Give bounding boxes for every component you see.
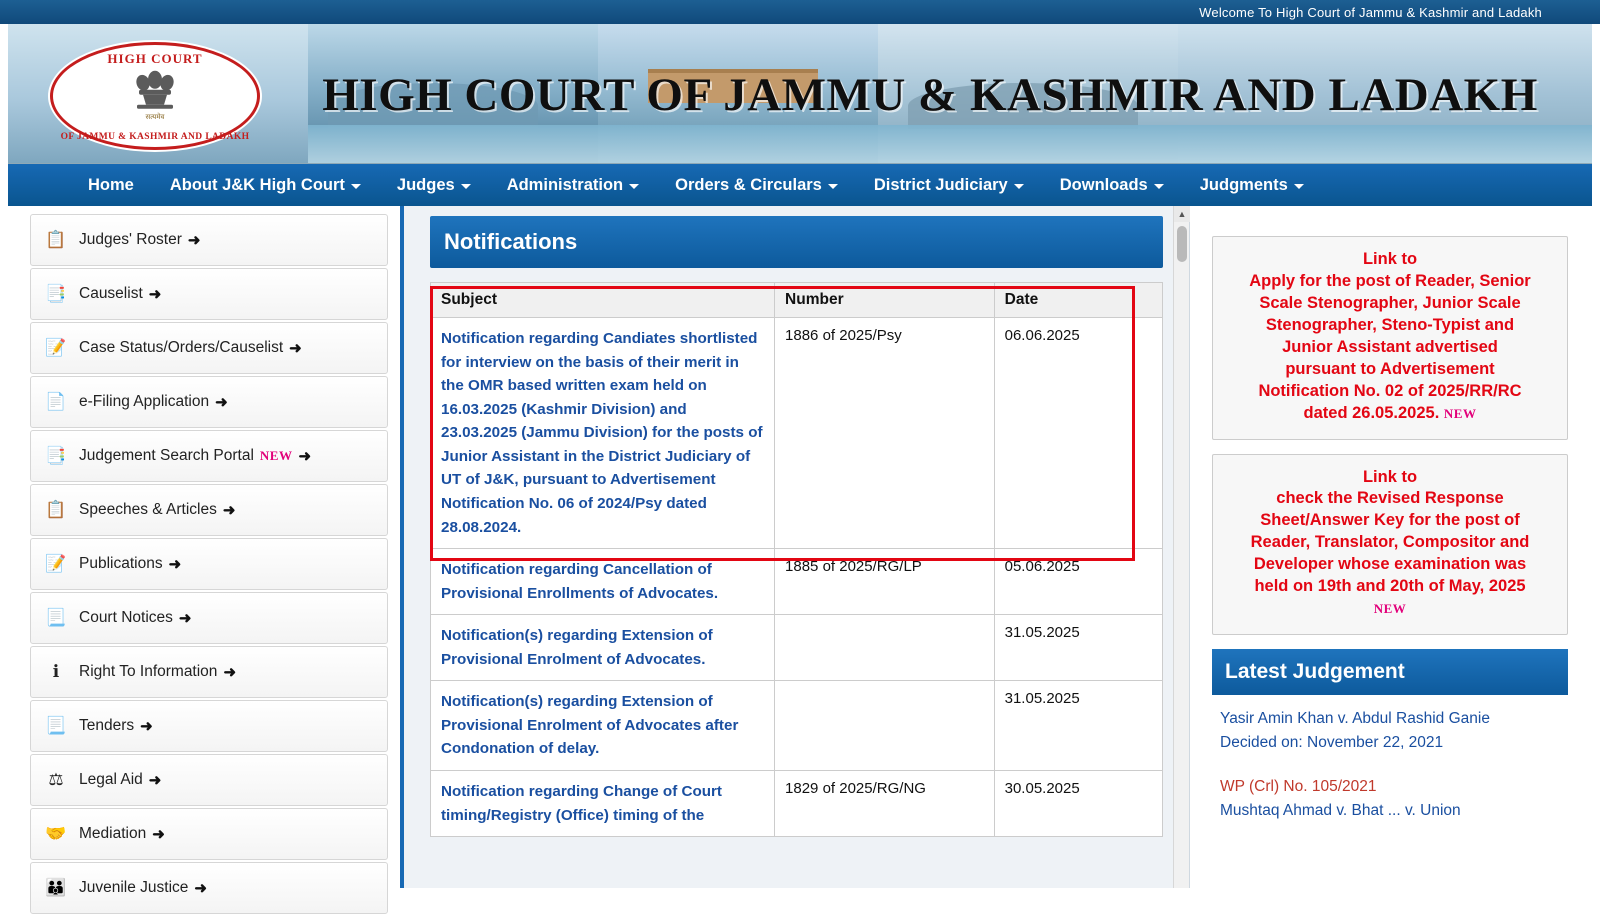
box-line: check the Revised Response bbox=[1276, 489, 1504, 508]
page-scrollbar[interactable] bbox=[1173, 206, 1189, 888]
cell-number: 1829 of 2025/RG/NG bbox=[775, 771, 995, 837]
box-line: Junior Assistant advertised bbox=[1282, 337, 1498, 356]
latest-judgement-panel bbox=[1212, 649, 1568, 823]
sidebar-item-mediation[interactable] bbox=[30, 808, 388, 860]
arrow-right-icon: ➜ bbox=[289, 340, 302, 357]
sidebar-item-label: Legal Aid bbox=[79, 771, 143, 788]
notification-link[interactable]: Notification regarding Candiates shortlisted for interview on the basis of their merit in the OMR based written exam held on 16.03.2025 (Kashmir Division) and 23.03.2025 (Jammu Division) for the posts of Junior Assistant in the District Judiciary of UT of J&K, pursuant to Advertisement Notification No. 06 of 2024/Psy dated 28.08.2024. bbox=[441, 330, 763, 536]
new-badge: NEW bbox=[1373, 601, 1407, 617]
cell-date: 05.06.2025 bbox=[994, 549, 1162, 615]
box-line: Scale Stenographer, Junior Scale bbox=[1259, 293, 1521, 312]
arrow-right-icon: ➜ bbox=[178, 610, 192, 627]
welcome-text: Welcome To High Court of Jammu & Kashmir and Ladakh bbox=[1199, 4, 1542, 20]
table-row[interactable] bbox=[431, 549, 1163, 615]
nav-label: Orders & Circulars bbox=[675, 175, 822, 194]
right-sidebar bbox=[1190, 206, 1590, 888]
notice-board-icon: 📃 bbox=[45, 608, 67, 627]
column-header-date: Date bbox=[994, 283, 1162, 318]
speech-clipboard-icon: 📋 bbox=[45, 500, 67, 519]
sidebar-item-label: Judgement Search Portal bbox=[79, 447, 254, 464]
page-content bbox=[8, 206, 1592, 897]
sidebar-item-label: Case Status/Orders/Causelist bbox=[79, 339, 284, 356]
nav-label: Downloads bbox=[1059, 175, 1148, 194]
arrow-right-icon: ➜ bbox=[222, 502, 236, 519]
state-emblem-icon bbox=[125, 64, 185, 126]
notification-link[interactable]: Notification(s) regarding Extension of Provisional Enrolment of Advocates. bbox=[441, 627, 713, 668]
box-line-text: dated 26.05.2025. bbox=[1303, 403, 1440, 422]
high-court-emblem-logo[interactable] bbox=[50, 42, 260, 150]
cell-date: 06.06.2025 bbox=[994, 318, 1162, 549]
chevron-down-icon bbox=[461, 184, 471, 189]
case-parties[interactable]: Mushtaq Ahmad v. Bhat ... v. Union bbox=[1220, 802, 1461, 820]
logo-bottom-text: OF JAMMU & KASHMIR AND LADAKH bbox=[60, 132, 250, 142]
box-line: Apply for the post of Reader, Senior bbox=[1249, 271, 1531, 290]
arrow-right-icon: ➜ bbox=[298, 448, 312, 465]
logo-top-text: HIGH COURT bbox=[107, 51, 203, 66]
new-badge-line bbox=[1225, 598, 1555, 620]
table-row[interactable] bbox=[431, 771, 1163, 837]
sidebar-item-label: Juvenile Justice bbox=[79, 879, 189, 896]
box-line: held on 19th and 20th of May, 2025 bbox=[1254, 577, 1526, 596]
notification-link[interactable]: Notification regarding Cancellation of Provisional Enrollments of Advocates. bbox=[441, 561, 719, 602]
sidebar-item-label: Tenders bbox=[79, 717, 135, 734]
sidebar-item-label: Causelist bbox=[79, 285, 143, 302]
table-row[interactable] bbox=[431, 681, 1163, 771]
latest-judgement-heading: Latest Judgement bbox=[1212, 649, 1568, 695]
nav-label: About J&K High Court bbox=[169, 175, 345, 194]
sidebar-item-case-status[interactable] bbox=[30, 322, 388, 374]
sidebar-item-efiling-application[interactable] bbox=[30, 376, 388, 428]
column-header-number: Number bbox=[775, 283, 995, 318]
juvenile-justice-icon: 👪 bbox=[45, 878, 67, 897]
svg-text:सत्यमेव: सत्यमेव bbox=[145, 112, 165, 121]
list-document-icon: 📑 bbox=[45, 284, 67, 303]
arrow-right-icon: ➜ bbox=[215, 394, 228, 411]
sidebar-item-label: Right To Information bbox=[79, 663, 218, 680]
cell-date: 30.05.2025 bbox=[994, 771, 1162, 837]
arrow-right-icon: ➜ bbox=[223, 664, 237, 681]
banner-title: HIGH COURT OF JAMMU & KASHMIR AND LADAKH bbox=[322, 69, 1538, 121]
new-badge: NEW bbox=[1443, 405, 1477, 421]
box-line: pursuant to Advertisement bbox=[1285, 359, 1495, 378]
nav-label: Administration bbox=[506, 175, 624, 194]
cell-subject[interactable] bbox=[431, 318, 775, 549]
sidebar-item-court-notices[interactable] bbox=[30, 592, 388, 644]
nav-item-district-judiciary[interactable] bbox=[856, 164, 1042, 206]
sidebar-item-judgement-search-portal[interactable] bbox=[30, 430, 388, 482]
checklist-pen-icon: 📝 bbox=[45, 338, 67, 357]
box-line: Notification No. 02 of 2025/RR/RC bbox=[1258, 381, 1522, 400]
sidebar-item-speeches-articles[interactable] bbox=[30, 484, 388, 536]
handshake-icon: 🤝 bbox=[45, 824, 67, 843]
case-number[interactable]: WP (Crl) No. 105/2021 bbox=[1220, 778, 1377, 796]
notification-link[interactable]: Notification(s) regarding Extension of Provisional Enrolment of Advocates after Condonation of delay. bbox=[441, 693, 739, 758]
publication-icon: 📝 bbox=[45, 554, 67, 573]
notifications-table bbox=[430, 282, 1163, 837]
sidebar-item-juvenile-justice[interactable] bbox=[30, 862, 388, 914]
nav-item-judgments[interactable] bbox=[1182, 164, 1322, 206]
sidebar-item-right-to-information[interactable] bbox=[30, 646, 388, 698]
arrow-right-icon: ➜ bbox=[148, 286, 162, 303]
sidebar-item-judges-roster[interactable] bbox=[30, 214, 388, 266]
arrow-right-icon: ➜ bbox=[194, 880, 207, 897]
cell-subject[interactable] bbox=[431, 615, 775, 681]
table-row[interactable] bbox=[431, 318, 1163, 549]
cell-number bbox=[775, 681, 995, 771]
latest-case-title[interactable]: Yasir Amin Khan v. Abdul Rashid Ganie bbox=[1220, 710, 1490, 728]
left-sidebar bbox=[8, 206, 400, 897]
answer-key-link-box[interactable] bbox=[1212, 454, 1568, 636]
main-navigation bbox=[8, 164, 1592, 206]
notice-board-icon: 📃 bbox=[45, 716, 67, 735]
sidebar-item-label: Judges' Roster bbox=[79, 231, 182, 248]
nav-label: Judgments bbox=[1199, 175, 1288, 194]
box-line: Link to bbox=[1362, 467, 1418, 486]
sidebar-item-label: e-Filing Application bbox=[79, 393, 210, 410]
scrollbar-thumb[interactable] bbox=[1177, 226, 1187, 262]
notifications-panel bbox=[400, 206, 1190, 888]
cell-date: 31.05.2025 bbox=[994, 615, 1162, 681]
sidebar-item-legal-aid[interactable] bbox=[30, 754, 388, 806]
scroll-up-button[interactable]: ▲ bbox=[1174, 206, 1190, 222]
column-header-subject: Subject bbox=[431, 283, 775, 318]
sidebar-item-label: Publications bbox=[79, 555, 163, 572]
legal-aid-icon: ⚖ bbox=[48, 770, 64, 789]
cell-number: 1885 of 2025/RG/LP bbox=[775, 549, 995, 615]
nav-item-about[interactable] bbox=[152, 164, 379, 206]
nav-label: District Judiciary bbox=[873, 175, 1008, 194]
search-document-icon: 📑 bbox=[45, 446, 67, 465]
notifications-heading: Notifications bbox=[430, 216, 1163, 268]
chevron-down-icon bbox=[351, 184, 361, 189]
nav-label: Judges bbox=[396, 175, 455, 194]
new-badge: NEW bbox=[259, 448, 293, 463]
document-icon: 📄 bbox=[45, 392, 67, 411]
sidebar-item-tenders[interactable] bbox=[30, 700, 388, 752]
sidebar-item-causelist[interactable] bbox=[30, 268, 388, 320]
box-line: Stenographer, Steno-Typist and bbox=[1265, 315, 1515, 334]
box-line: Sheet/Answer Key for the post of bbox=[1260, 511, 1520, 530]
nav-item-home[interactable] bbox=[70, 164, 152, 206]
site-banner bbox=[8, 24, 1592, 164]
arrow-right-icon: ➜ bbox=[152, 826, 165, 843]
arrow-right-icon: ➜ bbox=[140, 718, 153, 735]
arrow-right-icon: ➜ bbox=[168, 556, 182, 573]
latest-case-decided-on: Decided on: November 22, 2021 bbox=[1220, 734, 1444, 752]
sidebar-item-label: Speeches & Articles bbox=[79, 501, 217, 518]
box-line: Developer whose examination was bbox=[1253, 555, 1527, 574]
welcome-bar bbox=[0, 0, 1600, 24]
cell-number: 1886 of 2025/Psy bbox=[775, 318, 995, 549]
sidebar-item-label: Mediation bbox=[79, 825, 147, 842]
cell-number bbox=[775, 615, 995, 681]
chevron-down-icon bbox=[629, 184, 639, 189]
nav-item-administration[interactable] bbox=[489, 164, 657, 206]
box-line bbox=[1225, 403, 1555, 425]
notification-link[interactable]: Notification regarding Change of Court timing/Registry (Office) timing of the bbox=[441, 783, 722, 824]
nav-item-judges[interactable] bbox=[379, 164, 489, 206]
information-icon: ℹ bbox=[52, 662, 60, 681]
cell-date: 31.05.2025 bbox=[994, 681, 1162, 771]
box-line: Link to bbox=[1362, 250, 1418, 268]
arrow-right-icon: ➜ bbox=[187, 232, 201, 249]
cell-subject[interactable] bbox=[431, 681, 775, 771]
table-header-row bbox=[431, 283, 1163, 318]
nav-item-orders-circulars[interactable] bbox=[657, 164, 856, 206]
clipboard-check-icon: 📋 bbox=[45, 230, 67, 249]
chevron-down-icon bbox=[1014, 184, 1024, 189]
nav-item-downloads[interactable] bbox=[1042, 164, 1182, 206]
sidebar-item-label: Court Notices bbox=[79, 609, 173, 626]
cell-subject[interactable] bbox=[431, 771, 775, 837]
chevron-down-icon bbox=[1294, 184, 1304, 189]
cell-subject[interactable] bbox=[431, 549, 775, 615]
chevron-down-icon bbox=[1154, 184, 1164, 189]
apply-post-link-box[interactable] bbox=[1212, 236, 1568, 440]
sidebar-item-publications[interactable] bbox=[30, 538, 388, 590]
nav-label: Home bbox=[88, 175, 134, 194]
arrow-right-icon: ➜ bbox=[148, 772, 162, 789]
box-line: Reader, Translator, Compositor and bbox=[1250, 533, 1530, 552]
chevron-down-icon bbox=[828, 184, 838, 189]
table-row[interactable] bbox=[431, 615, 1163, 681]
